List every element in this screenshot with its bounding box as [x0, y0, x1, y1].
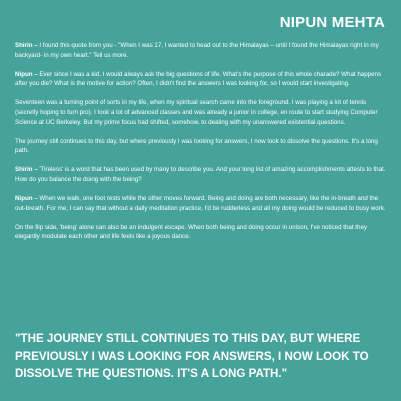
speaker-label: Nipun –: [15, 70, 38, 78]
speaker-label: Shirin –: [15, 42, 38, 49]
pull-quote: "THE JOURNEY STILL CONTINUES TO THIS DAY, BUT WHERE PREVIOUSLY I WAS LOOKING FOR ANSWERS, I NOW LOOK TO DISSOLVE THE QUESTIONS. IT'S A LONG PATH.": [15, 332, 369, 380]
page-title: NIPUN MEHTA: [279, 14, 385, 31]
paragraph: [15, 137, 387, 156]
interview-body: [15, 41, 387, 251]
paragraph-text: I found this quote from you - "When I was 17, I wanted to head out to the Himalayas – until I found the Himalayas right in my backyard- in my own heart." Tell us more.: [15, 42, 379, 59]
paragraph: [15, 70, 387, 89]
paragraph: [15, 165, 387, 184]
speaker-label: Nipun –: [15, 195, 38, 203]
paragraph: [15, 41, 387, 60]
paragraph: [15, 98, 387, 127]
speaker-label: Shirin –: [15, 166, 38, 174]
paragraph-text: Ever since I was a kid, I would always ask the big questions of life. What's the purpose of this whole charade? What happens after you die? What is the motive for action? Often, I didn't find the answers I was looking for, so I would start investigating.: [15, 70, 382, 88]
paragraph-text: The journey still continues to this day, but where previously I was looking for answers, I now look to dissolve the questions. It's a long path.: [15, 137, 378, 155]
paragraph-text: When we walk, one foot rests while the other moves forward. Being and doing are both necessary, like the in-breath and the out-breath. For me, I can say that without a daily meditation practice, I'd be rudderless and all my doing would be reduced to busy work.: [15, 195, 386, 212]
paragraph-text: Seventeen was a turning point of sorts in my life, when my spiritual search came into the foreground. I was playing a lot of tennis (secretly hoping to turn pro). I took a lot of advanced classes and was already a junior in college, en route to start studying Computer Science at UC Berkeley. But my prime focus had shifted, somehow, to dealing with my unanswered existential questions.: [15, 99, 378, 126]
paragraph: [15, 194, 387, 213]
paragraph: [15, 223, 387, 242]
paragraph-text: 'Tireless' is a word that has been used by many to describe you. And your long list of amazing accomplishments attests to that. How do you balance the doing with the being?: [15, 166, 386, 183]
paragraph-text: On the flip side, 'being' alone can also be an indulgent escape. When both being and doing occur in unison, I've noticed that they elegantly modulate each other and life feels like a joyous dance.: [15, 223, 368, 241]
